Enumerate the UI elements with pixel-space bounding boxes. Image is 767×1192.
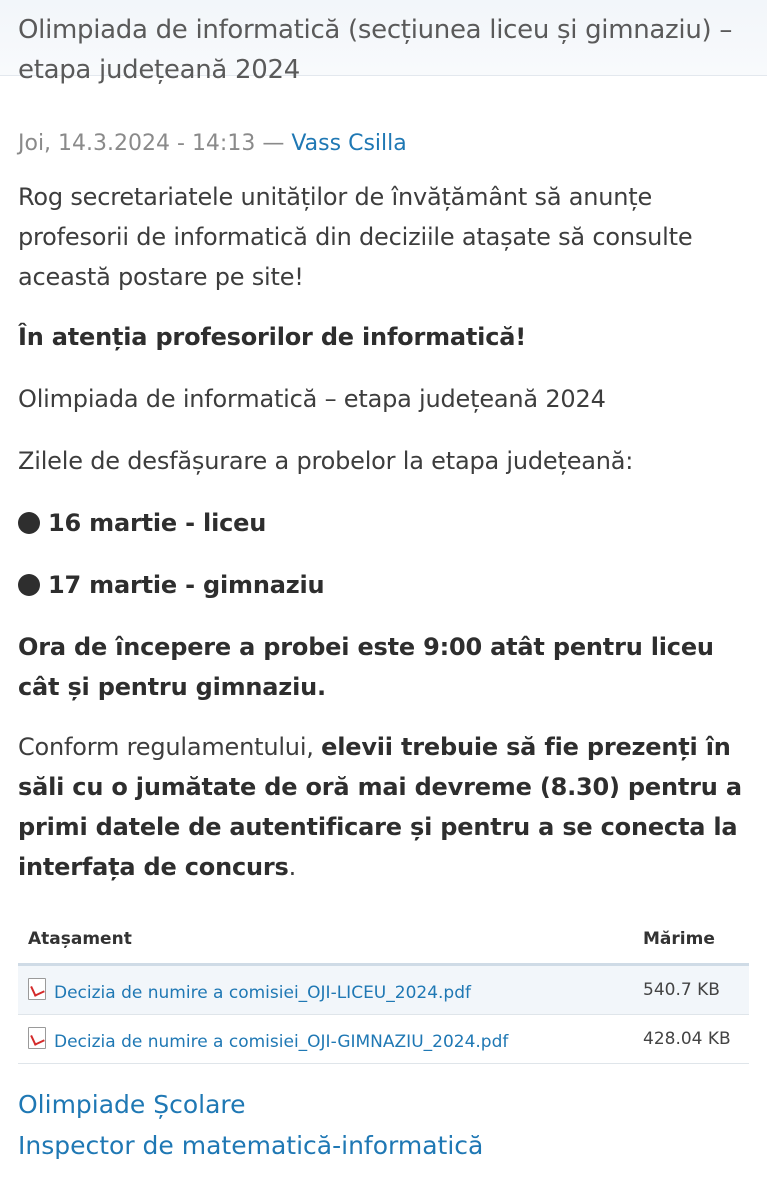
author-link[interactable]: Vass Csilla [291, 131, 407, 156]
bullet-dot-icon [18, 574, 40, 596]
olimpiada-line: Olimpiada de informatică – etapa județeană 2024 [18, 385, 606, 413]
intro-paragraph: Rog secretariatele unităților de învățământ să anunțe profesorii de informatică din deciziile atașate să consulte această postare pe site! [18, 183, 693, 291]
file-cell [18, 1015, 633, 1064]
bullet-item [18, 565, 749, 605]
page-title: Olimpiada de informatică (secțiunea liceu și gimnaziu) – etapa județeană 2024 [18, 15, 733, 85]
file-size: 540.7 KB [633, 965, 749, 1015]
bullet-dot-icon [18, 512, 40, 534]
pdf-file-icon [28, 978, 46, 1000]
attention-heading: În atenția profesorilor de informatică! [18, 323, 526, 351]
bullet-item [18, 503, 749, 543]
rules-prefix: Conform regulamentului, [18, 733, 322, 761]
column-header-attachment: Atașament [18, 915, 633, 965]
bullet-text: 16 martie - liceu [48, 509, 267, 537]
tag-link[interactable]: Olimpiade Școlare [18, 1090, 246, 1119]
attachments-table [18, 915, 749, 1064]
file-cell [18, 965, 633, 1015]
tag-link[interactable]: Inspector de matematică-informatică [18, 1131, 484, 1160]
file-size: 428.04 KB [633, 1015, 749, 1064]
table-row [18, 1015, 749, 1064]
zilele-line: Zilele de desfășurare a probelor la etapa județeană: [18, 447, 634, 475]
rules-bold: elevii trebuie să fie prezenți în săli cu o jumătate de oră mai devreme (8.30) pentru a primi datele de autentificare și pentru a se conecta la interfața de concurs [18, 733, 742, 881]
rules-suffix: . [288, 853, 297, 881]
post-meta [18, 129, 749, 159]
article [0, 129, 767, 1166]
attachment-link[interactable]: Decizia de numire a comisiei_OJI-GIMNAZIU_2024.pdf [54, 1031, 509, 1052]
start-time-paragraph: Ora de începere a probei este 9:00 atât pentru liceu cât și pentru gimnaziu. [18, 633, 714, 701]
pdf-file-icon [28, 1027, 46, 1049]
bullet-text: 17 martie - gimnaziu [48, 571, 325, 599]
attachment-link[interactable]: Decizia de numire a comisiei_OJI-LICEU_2024.pdf [54, 982, 471, 1003]
post-date: Joi, 14.3.2024 - 14:13 [18, 131, 256, 156]
page-header [0, 0, 767, 85]
table-row [18, 965, 749, 1015]
meta-separator: — [262, 131, 285, 156]
column-header-size: Mărime [633, 915, 749, 965]
tag-list [18, 1084, 749, 1166]
rules-paragraph [18, 727, 749, 887]
